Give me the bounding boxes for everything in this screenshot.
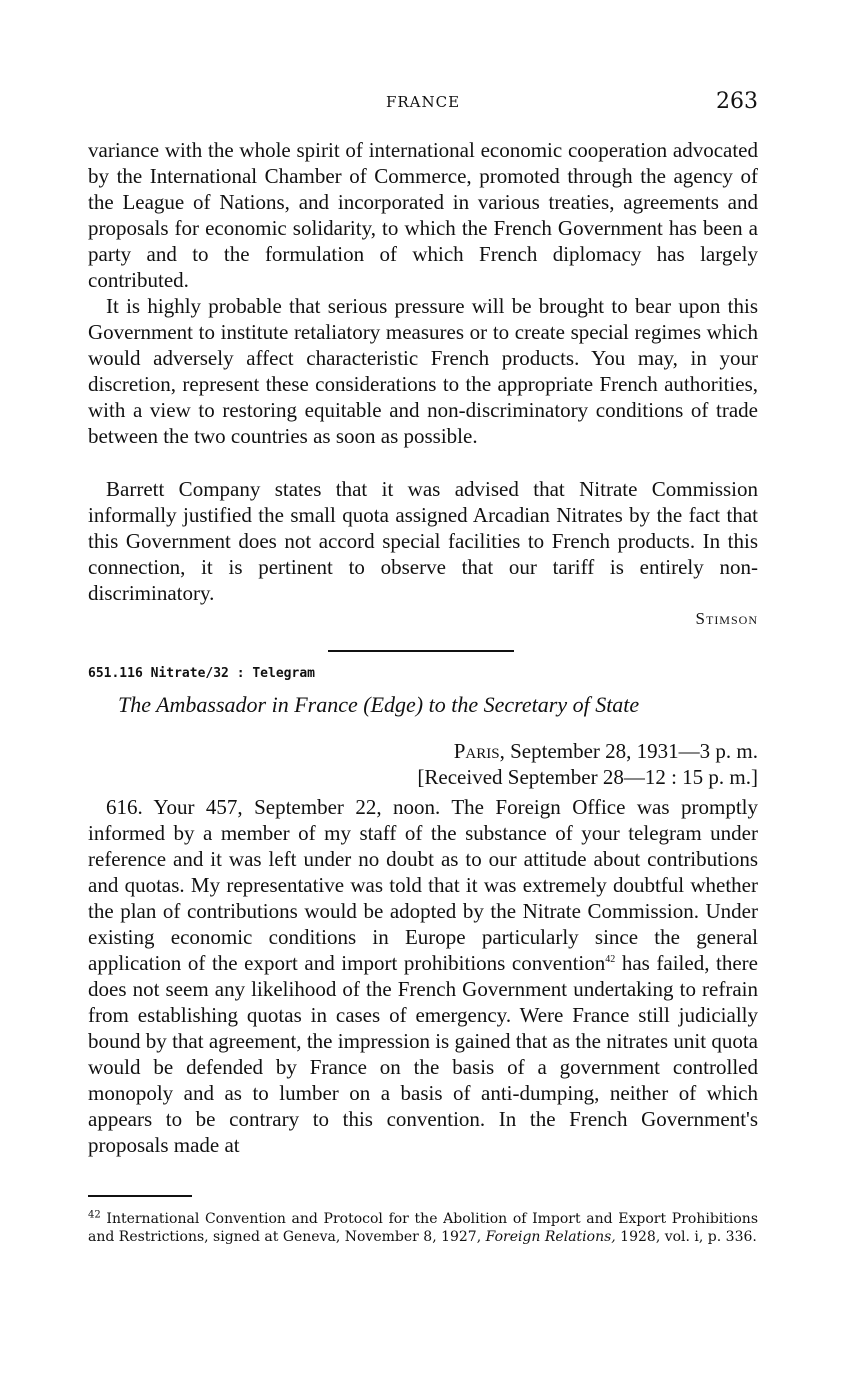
telegram-text-part2: has failed, there does not seem any likelihood of the French Government undertaking to refrain from establishing quotas in cases of emergency. Were France still judicially bound by that agreement, the impression is gained that as the nitrates unit quota would be defended by France on the basis of a government controlled monopoly and as to lumber on a basis of anti-dumping, neither of which appears to be contrary to this convention. In the French Government's proposals made at [88,951,758,1157]
paragraph-barrett-company: Barrett Company states that it was advised that Nitrate Commission informally justified the small quota assigned Arcadian Nitrates by the fact that this Government does not accord special facilities to French products. In this connection, it is pertinent to observe that our tariff is entirely non-discriminatory. [88,477,758,605]
dateline-sent [417,738,758,764]
footnote-mark: 42 [88,1209,101,1221]
page-header [88,0,758,120]
footnote [88,1210,758,1246]
document-page [88,0,758,1245]
paragraph-retaliation: It is highly probable that serious pressure will be brought to bear upon this Government to institute retaliatory measures or to create special regimes which would adversely affect characteristic French products. You may, in your discretion, represent these considerations to the appropriate French authorities, with a view to restoring equitable and non-discriminatory conditions of trade between the two countries as soon as possible. [88,294,758,448]
file-reference: 651.116 Nitrate/32 : Telegram [88,666,315,681]
footnote-tail: 1928, vol. i, p. 336. [615,1229,757,1245]
telegram-text-part1: 616. Your 457, September 22, noon. The Foreign Office was promptly informed by a member of my staff of the substance of your telegram under reference and it was left under no doubt as to our attitude about contributions and quotas. My representative was told that it was extremely doubtful whether the plan of contributions would be adopted by the Nitrate Commission. Under existing economic conditions in Europe particularly since the general application of the export and import prohibitions convention [88,795,758,975]
running-head: FRANCE [385,93,461,111]
telegram-body [88,794,758,1158]
paragraph-continuation: variance with the whole spirit of international economic cooperation advocated by the International Chamber of Commerce, promoted through the agency of the League of Nations, and incorporated in various treaties, agreements and proposals for economic solidarity, to which the French Government has been a party and to the formulation of which French diplomacy has largely contributed. [88,138,758,292]
signature: Stimson [695,609,758,628]
section-divider [328,650,514,652]
footnote-italic-title: Foreign Relations, [485,1229,616,1245]
footnote-reference: 42 [605,954,616,965]
page-number: 263 [716,89,758,114]
dateline-received: [Received September 28—12 : 15 p. m.] [417,765,758,789]
dateline-place: Paris, [453,739,505,763]
footnote-rule [88,1195,192,1197]
footnote-text: International Convention and Protocol for the Abolition of Import and Export Prohibitions and Restrictions, signed at Geneva, November 8, 1927, [88,1211,758,1245]
dateline-date: September 28, 1931—3 p. m. [504,739,758,763]
document-title: The Ambassador in France (Edge) to the Secretary of State [118,692,640,717]
dateline [417,738,758,790]
